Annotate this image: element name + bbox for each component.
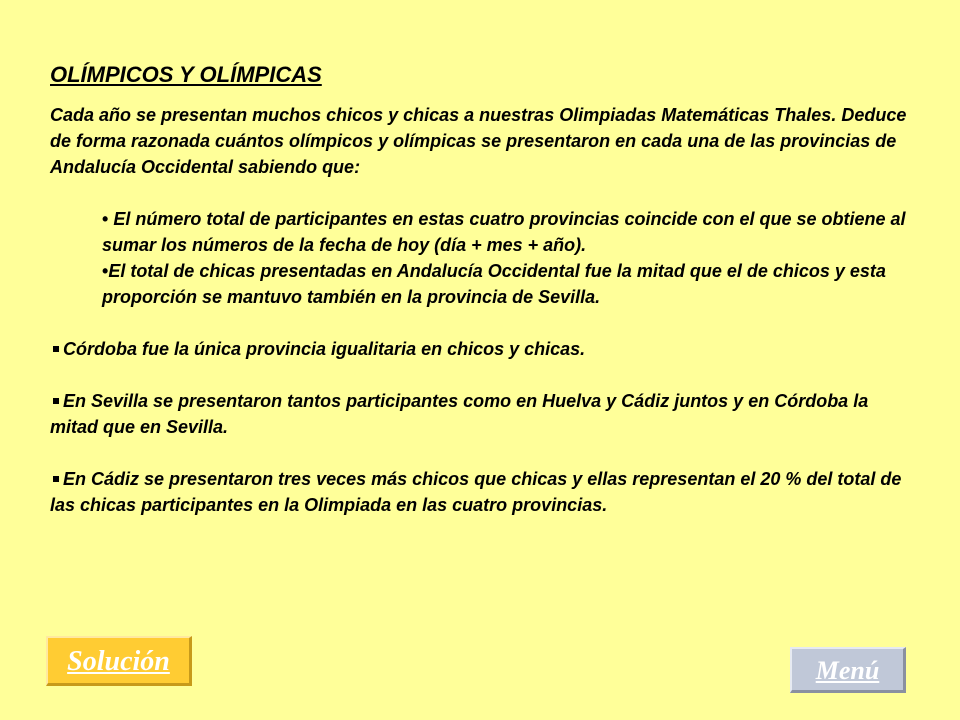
fact-text: Córdoba fue la única provincia igualitaria en chicos y chicas. — [63, 339, 586, 359]
bullet-dot-icon: • — [102, 261, 109, 281]
condition-item — [102, 206, 922, 258]
fact-text: En Cádiz se presentaron tres veces más chicos que chicas y ellas representan el 20 % del total de las chicas participantes en la Olimpiada en las cuatro provincias. — [50, 469, 902, 515]
condition-item — [102, 258, 922, 310]
problem-statement — [50, 102, 918, 518]
intro-paragraph: Cada año se presentan muchos chicos y chicas a nuestras Olimpiadas Matemáticas Thales. Deduce de forma razonada cuántos olímpicos y olímpicas se presentaron en cada una de las provincias de Andalucía Occidental sabiendo que: — [50, 105, 907, 177]
fact-item — [50, 336, 918, 362]
menu-button[interactable]: Menú — [790, 647, 906, 693]
condition-text: El número total de participantes en estas cuatro provincias coincide con el que se obtiene al sumar los números de la fecha de hoy (día + mes + año). — [102, 209, 906, 255]
fact-item — [50, 466, 918, 518]
solution-button[interactable]: Solución — [46, 636, 192, 686]
bullet-dot-icon: • — [102, 209, 109, 229]
square-bullet-icon — [53, 346, 59, 352]
fact-text: En Sevilla se presentaron tantos participantes como en Huelva y Cádiz juntos y en Córdoba la mitad que en Sevilla. — [50, 391, 869, 437]
square-bullet-icon — [53, 398, 59, 404]
page-title: OLÍMPICOS Y OLÍMPICAS — [50, 62, 322, 87]
condition-text: El total de chicas presentadas en Andalucía Occidental fue la mitad que el de chicos y esta proporción se mantuvo también en la provincia de Sevilla. — [102, 261, 886, 307]
fact-item — [50, 388, 918, 440]
square-bullet-icon — [53, 476, 59, 482]
